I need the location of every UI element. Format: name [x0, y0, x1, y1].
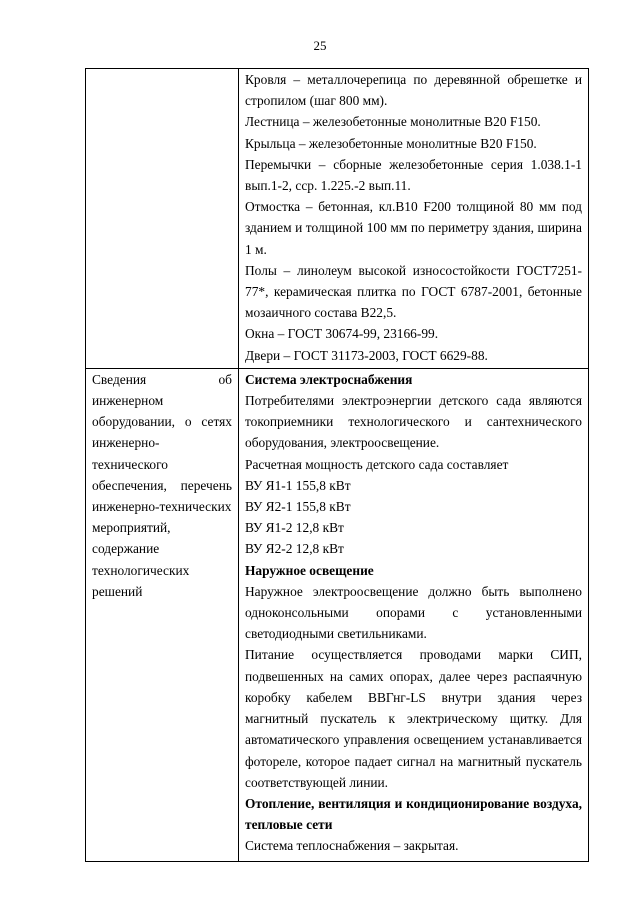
paragraph-stairs: Лестница – железобетонные монолитные В20 F150. — [245, 114, 541, 130]
heading-heating-ventilation: Отопление, вентиляция и кондиционирование воздуха, тепловые сети — [245, 795, 582, 833]
paragraph-design-capacity: Расчетная мощность детского сада составляет — [245, 456, 509, 472]
paragraph-power-consumers: Потребителями электроэнергии детского сада являются токоприемники технологического и сантехнического оборудования, электроосвещение. — [245, 393, 582, 451]
paragraph-doors: Двери – ГОСТ 31173-2003, ГОСТ 6629-88. — [245, 347, 488, 363]
list-item-input-device: ВУ Я1-2 12,8 кВт — [245, 520, 344, 536]
row-label-cell — [86, 69, 239, 369]
table-row-construction — [86, 69, 589, 369]
paragraph-windows: Окна – ГОСТ 30674-99, 23166-99. — [245, 326, 439, 342]
paragraph-roof: Кровля – металлочерепица по деревянной обрешетке и стропилом (шаг 800 мм). — [245, 72, 582, 109]
specification-table — [85, 68, 589, 862]
heading-outdoor-lighting: Наружное освещение — [245, 562, 374, 578]
list-item-input-device: ВУ Я2-2 12,8 кВт — [245, 541, 344, 557]
paragraph-floors: Полы – линолеум высокой износостойкости ГОСТ7251-77*, керамическая плитка по ГОСТ 6787-2001, бетонные мозаичного состава В22,5. — [245, 262, 582, 321]
table-row-engineering — [86, 368, 589, 861]
paragraph-outdoor-lighting: Наружное электроосвещение должно быть выполнено одноконсольными опорами с установленными светодиодными светильниками. — [245, 583, 582, 642]
row-label-cell — [86, 368, 239, 861]
heading-power-supply: Система электроснабжения — [245, 371, 413, 387]
paragraph-lintels: Перемычки – сборные железобетонные серия 1.038.1-1 вып.1-2, сср. 1.225.-2 вып.11. — [245, 156, 582, 194]
row-content-cell — [239, 69, 589, 369]
engineering-section-label: Сведения об инженерном оборудовании, о сетях инженерно-технического обеспечения, перечень инженерно-технических мероприятий, содержание технологических решений — [92, 371, 232, 599]
paragraph-blind-area: Отмостка – бетонная, кл.В10 F200 толщиной 80 мм под зданием и толщиной 100 мм по периметру здания, ширина 1 м. — [245, 199, 582, 257]
paragraph-porches: Крыльца – железобетонные монолитные В20 F150. — [245, 135, 537, 151]
paragraph-heat-supply: Система теплоснабжения – закрытая. — [245, 838, 459, 854]
list-item-input-device: ВУ Я1-1 155,8 кВт — [245, 477, 351, 493]
paragraph-lighting-supply: Питание осуществляется проводами марки СИП, подвешенных на самих опорах, далее через распаячную коробку кабелем ВВГнг-LS внутри здания через магнитный пускатель к электрическому щитку. Для автоматического управления освещением устанавливается фотореле, которое падает сигнал на магнитный пускатель соответствующей линии. — [245, 647, 582, 790]
list-item-input-device: ВУ Я2-1 155,8 кВт — [245, 499, 351, 515]
row-content-cell — [239, 368, 589, 861]
page-number: 25 — [313, 38, 327, 53]
